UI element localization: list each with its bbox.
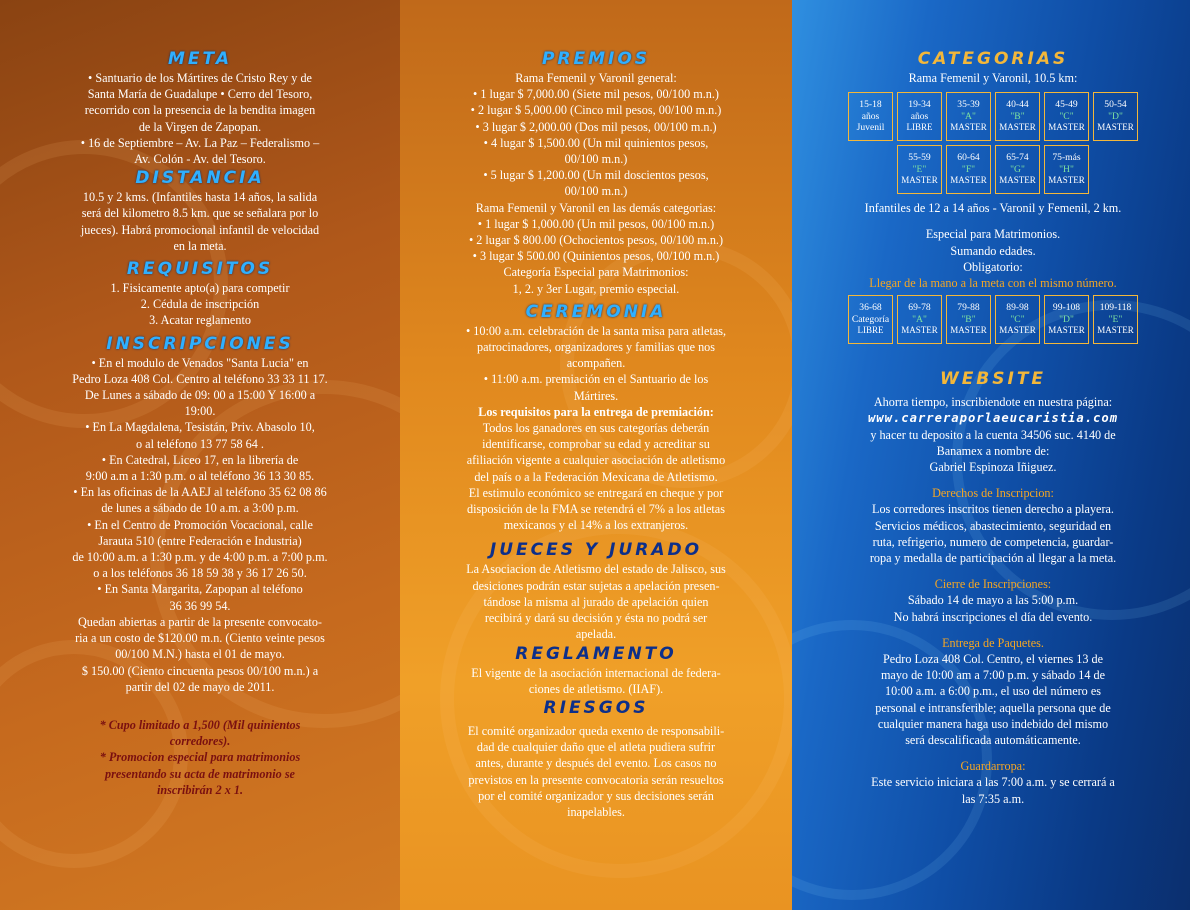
cell-type: MASTER [950, 122, 987, 133]
category-grid-row3 [812, 295, 1174, 344]
note-line: * Cupo limitado a 1,500 (Mil quinientos [99, 717, 301, 732]
riesgos-line: El comité organizador queda exento de responsabili- [467, 723, 725, 738]
reglamento-line: ciones de atletismo. (IIAF). [528, 681, 664, 696]
category-cell [848, 295, 893, 344]
cell-range: 45-49 [1055, 99, 1078, 111]
web-line: Ahorra tiempo, inscribiendote en nuestra página: [873, 395, 1113, 410]
note-line: corredores). [169, 734, 231, 749]
premios-line: • 4 lugar $ 1,500.00 (Un mil quinientos pesos, [483, 135, 709, 150]
column-left [18, 48, 382, 798]
requisitos-premiacion-line: mexicanos y el 14% a los extranjeros. [503, 518, 689, 533]
spacer [812, 348, 1174, 368]
reglamento-line: El vigente de la asociación internacional de federa- [471, 665, 721, 680]
ceremonia-line: • 11:00 a.m. premiación en el Santuario de los [483, 372, 709, 387]
category-grid-row2 [812, 145, 1174, 194]
premios-line: • 5 lugar $ 1,200.00 (Un mil doscientos pesos, [483, 168, 709, 183]
cell-letter: "C" [1059, 110, 1074, 122]
inscripciones-line: Quedan abiertas a partir de la presente convocato- [78, 614, 322, 629]
derechos-line: Los corredores inscritos tienen derecho a playera. [872, 502, 1114, 517]
spacer [812, 625, 1174, 635]
cell-letter: "E" [1108, 313, 1123, 325]
entrega-line: 10:00 a.m. a 6:00 p.m., el uso del número es [885, 684, 1101, 699]
cell-range: 69-78 [908, 302, 931, 314]
guardarropa-line: Este servicio iniciara a las 7:00 a.m. y se cerrará a [871, 775, 1115, 790]
section-title-distancia: DISTANCIA [135, 168, 265, 189]
cell-letter: "F" [961, 163, 976, 175]
meta-line: • Santuario de los Mártires de Cristo Rey y de [88, 71, 312, 85]
cell-letter: "D" [1059, 313, 1074, 325]
meta-line: Santa María de Guadalupe • Cerro del Tesoro, [87, 87, 313, 102]
category-cell [995, 145, 1040, 194]
cell-range: 50-54 [1104, 99, 1127, 111]
inscripciones-line: Jarauta 510 (entre Federación e Industria) [98, 533, 302, 548]
category-cell [995, 295, 1040, 344]
cell-type: MASTER [950, 325, 987, 336]
category-cell [946, 295, 991, 344]
cell-letter: "H" [1059, 163, 1074, 175]
ceremonia-line: • 10:00 a.m. celebración de la santa misa para atletas, [465, 323, 727, 338]
category-cell [946, 145, 991, 194]
ceremonia-line: patrocinadores, organizadores y familias que nos [476, 340, 716, 355]
jueces-line: recibirá y dará su decisión y ésta no podrá ser [484, 611, 708, 626]
web-line: Gabriel Espinoza Iñiguez. [929, 460, 1057, 475]
inscripciones-line: de lunes a sábado de 10 a.m. a 3:00 p.m. [101, 501, 299, 516]
cell-letter: "B" [961, 313, 976, 325]
column-middle [416, 48, 776, 820]
section-title-inscripciones: INSCRIPCIONES [106, 333, 294, 354]
premios2-head: Rama Femenil y Varonil en las demás categorias: [475, 200, 717, 215]
inscripciones-line: o al teléfono 13 77 58 64 . [136, 436, 264, 451]
spacer [812, 475, 1174, 485]
derechos-line: Servicios médicos, abastecimiento, seguridad en [874, 518, 1112, 533]
inscripciones-line: Pedro Loza 408 Col. Centro al teléfono 33 33 11 17. [72, 371, 328, 386]
cell-range: 79-88 [957, 302, 980, 314]
section-title-premios: PREMIOS [541, 49, 651, 69]
cell-type: MASTER [999, 175, 1036, 186]
riesgos-line: inapelables. [567, 804, 625, 819]
categorias-head: Rama Femenil y Varonil, 10.5 km: [908, 71, 1078, 85]
cell-sub: años [861, 110, 880, 122]
cell-letter: "A" [961, 110, 976, 122]
meta-line: • 16 de Septiembre – Av. La Paz – Federalismo – [80, 135, 320, 150]
cell-range: 36-68 [859, 302, 882, 314]
section-title-riesgos: RIESGOS [543, 697, 649, 718]
inscripciones-line: • En el Centro de Promoción Vocacional, calle [87, 517, 313, 532]
ceremonia-line: acompañen. [566, 356, 626, 371]
meta-line: recorrido con la presencia de la bendita imagen [84, 103, 316, 118]
guardarropa-head: Guardarropa: [960, 759, 1026, 774]
cell-range: 109-118 [1099, 302, 1132, 314]
category-cell [1044, 295, 1089, 344]
note-line: inscribirán 2 x 1. [156, 782, 243, 797]
section-title-requisitos: REQUISITOS [126, 259, 274, 280]
inscripciones-line: $ 150.00 (Ciento cincuenta pesos 00/100 m.n.) a [81, 663, 319, 678]
cell-type: MASTER [1097, 325, 1134, 336]
premios-line: • 1 lugar $ 7,000.00 (Siete mil pesos, 00/100 m.n.) [473, 87, 719, 102]
section-title-website: WEBSITE [939, 369, 1047, 390]
derechos-line: ruta, refrigerio, numero de competencia, guardar- [872, 534, 1114, 549]
requisitos-premiacion-line: Todos los ganadores en sus categorías deberán [482, 421, 710, 436]
category-cell [1093, 92, 1138, 141]
inscripciones-line: 9:00 a.m a 1:30 p.m. o al teléfono 36 13 30 85. [85, 469, 315, 484]
panel-middle [400, 0, 792, 910]
cell-range: 15-18 [859, 99, 882, 111]
cell-type: MASTER [1048, 175, 1085, 186]
cell-type: MASTER [1097, 122, 1134, 133]
cell-type: MASTER [1048, 122, 1085, 133]
premios3-line: 1, 2. y 3er Lugar, premio especial. [512, 281, 680, 296]
inscripciones-line: • En La Magdalena, Tesistán, Priv. Abasolo 10, [85, 420, 315, 435]
cierre-head: Cierre de Inscripciones: [934, 577, 1052, 592]
spacer [812, 566, 1174, 576]
cell-range: 75-más [1052, 152, 1081, 164]
note-line: * Promocion especial para matrimonios [99, 750, 301, 765]
section-title-categorias: CATEGORIAS [917, 49, 1069, 69]
premios-line: • 2 lugar $ 5,000.00 (Cinco mil pesos, 00/100 m.n.) [470, 103, 722, 118]
category-cell [946, 92, 991, 141]
website-url-link[interactable]: www.carreraporlaeucaristia.com [867, 411, 1119, 426]
section-title-jueces: JUECES Y JURADO [489, 540, 703, 561]
premios-line: • 3 lugar $ 2,000.00 (Dos mil pesos, 00/100 m.n.) [475, 119, 717, 134]
premios2-line: • 3 lugar $ 500.00 (Quinientos pesos, 00/100 m.n.) [472, 249, 720, 264]
note-line: presentando su acta de matrimonio se [105, 766, 295, 781]
cell-range: 99-108 [1052, 302, 1081, 314]
spacer [18, 695, 382, 717]
cell-sub: Categoría [851, 313, 890, 325]
jueces-line: tándose la misma al jurado de apelación quien [483, 594, 709, 609]
cell-type: MASTER [999, 325, 1036, 336]
panel-left [0, 0, 400, 910]
cell-type: MASTER [901, 175, 938, 186]
inscripciones-line: 19:00. [184, 404, 216, 419]
cell-letter: "G" [1010, 163, 1025, 175]
cell-letter: "A" [912, 313, 927, 325]
category-cell [1044, 145, 1089, 194]
cell-type: MASTER [901, 325, 938, 336]
premios3-head: Categoría Especial para Matrimonios: [503, 265, 689, 280]
requisitos-premiacion-line: afiliación vigente a cualquier asociación de atletismo [466, 453, 726, 468]
inscripciones-line: • En el modulo de Venados "Santa Lucia" en [91, 355, 309, 370]
column-right [812, 48, 1174, 807]
guardarropa-line: las 7:35 a.m. [961, 791, 1025, 806]
riesgos-line: antes, durante y después del evento. Los casos no [475, 756, 717, 771]
requisitos-premiacion-line: El estimulo económico se entregará en cheque y por [468, 485, 724, 500]
requisitos-line: 2. Cédula de inscripción [140, 297, 260, 312]
spacer [812, 748, 1174, 758]
meta-line: de la Virgen de Zapopan. [138, 119, 262, 134]
web-line: Banamex a nombre de: [936, 443, 1050, 458]
category-cell [897, 145, 942, 194]
jueces-line: La Asociacion de Atletismo del estado de Jalisco, sus [466, 562, 726, 577]
premios-head: Rama Femenil y Varonil general: [515, 71, 677, 85]
requisitos-premiacion-line: identificarse, comprobar su edad y acreditar su [482, 437, 710, 452]
llegar-line: Llegar de la mano a la meta con el mismo número. [869, 276, 1117, 291]
inscripciones-line: • En Catedral, Liceo 17, en la librería de [101, 452, 299, 467]
cell-type: MASTER [1048, 325, 1085, 336]
inscripciones-line: • En Santa Margarita, Zapopan al teléfono [97, 582, 303, 597]
cell-letter: Juvenil [856, 122, 885, 134]
riesgos-line: previstos en la presente convocatoria serán resueltos [468, 772, 724, 787]
cell-range: 60-64 [957, 152, 980, 164]
requisitos-premiacion-head: Los requisitos para la entrega de premiación: [478, 404, 714, 419]
especial-line: Especial para Matrimonios. [925, 227, 1061, 242]
panel-right [792, 0, 1190, 910]
category-cell [1093, 295, 1138, 344]
inscripciones-line: partir del 02 de mayo de 2011. [125, 679, 275, 694]
section-title-reglamento: REGLAMENTO [515, 643, 677, 664]
premios-line: 00/100 m.n.) [564, 152, 628, 167]
distancia-line: será del kilometro 8.5 km. que se señalara por lo [81, 206, 319, 221]
requisitos-line: 1. Fisicamente apto(a) para competir [110, 281, 290, 296]
cell-letter: "B" [1010, 110, 1025, 122]
cell-letter: "C" [1010, 313, 1025, 325]
cell-sub: años [910, 110, 929, 122]
infantiles-line: Infantiles de 12 a 14 años - Varonil y Femenil, 2 km. [864, 201, 1122, 216]
cell-range: 19-34 [908, 99, 931, 111]
cierre-line: No habrá inscripciones el día del evento. [893, 609, 1093, 624]
especial-line: Obligatorio: [963, 259, 1023, 274]
entrega-line: personal e intransferible; aquella persona que de [875, 700, 1111, 715]
requisitos-premiacion-line: disposición de la FMA se retendrá el 7% a los atletas [467, 502, 725, 517]
entrega-line: mayo de 10:00 am a 7:00 p.m. y sábado 14 de [880, 668, 1106, 683]
cell-letter: "D" [1108, 110, 1123, 122]
cell-range: 89-98 [1006, 302, 1029, 314]
distancia-line: 10.5 y 2 kms. (Infantiles hasta 14 años, la salida [82, 190, 318, 205]
premios2-line: • 2 lugar $ 800.00 (Ochocientos pesos, 00/100 m.n.) [468, 233, 724, 248]
derechos-line: ropa y medalla de participación al llegar a la meta. [869, 551, 1117, 566]
inscripciones-line: de 10:00 a.m. a 1:30 p.m. y de 4:00 p.m. a 7:00 p.m. [72, 550, 328, 565]
meta-line: Av. Colón - Av. del Tesoro. [134, 152, 266, 167]
distancia-line: jueces). Habrá promocional infantil de velocidad [80, 222, 320, 237]
premios2-line: • 1 lugar $ 1,000.00 (Un mil pesos, 00/100 m.n.) [477, 216, 715, 231]
riesgos-line: dad de cualquier daño que el atleta pudiera sufrir [476, 740, 716, 755]
cell-letter: "E" [912, 163, 927, 175]
inscripciones-line: o a los teléfonos 36 18 59 38 y 36 17 26 50. [93, 566, 307, 581]
inscripciones-line: 00/100 M.N.) hasta el 01 de mayo. [115, 647, 285, 662]
entrega-line: será descalificada automáticamente. [905, 733, 1081, 748]
jueces-line: desiciones podrán estar sujetas a apelación presen- [472, 578, 720, 593]
section-title-meta: META [168, 49, 232, 69]
cell-type: MASTER [950, 175, 987, 186]
category-cell [897, 92, 942, 141]
spacer [812, 216, 1174, 226]
category-cell [1044, 92, 1089, 141]
cell-type: MASTER [999, 122, 1036, 133]
cell-range: 40-44 [1006, 99, 1029, 111]
entrega-line: Pedro Loza 408 Col. Centro, el viernes 13 de [883, 652, 1103, 667]
distancia-line: en la meta. [173, 238, 227, 253]
cell-range: 65-74 [1006, 152, 1029, 164]
section-title-ceremonia: CEREMONIA [525, 301, 667, 322]
entrega-line: cualquier manera haga uso indebido del mismo [877, 716, 1109, 731]
derechos-head: Derechos de Inscripcion: [932, 486, 1054, 501]
cierre-line: Sábado 14 de mayo a las 5:00 p.m. [907, 593, 1079, 608]
inscripciones-line: ria a un costo de $120.00 m.n. (Ciento veinte pesos [75, 631, 325, 646]
jueces-line: apelada. [575, 627, 617, 642]
premios-line: 00/100 m.n.) [564, 184, 628, 199]
cell-range: 35-39 [957, 99, 980, 111]
ceremonia-line: Mártires. [573, 388, 619, 403]
cell-range: 55-59 [908, 152, 931, 164]
category-cell [848, 92, 893, 141]
category-grid-row1 [812, 92, 1174, 141]
web-line: y hacer tu deposito a la cuenta 34506 suc. 4140 de [870, 427, 1116, 442]
category-cell [995, 92, 1040, 141]
inscripciones-line: 36 36 99 54. [169, 598, 231, 613]
inscripciones-line: De Lunes a sábado de 09: 00 a 15:00 Y 16:00 a [84, 388, 316, 403]
especial-line: Sumando edades. [950, 243, 1036, 258]
requisitos-premiacion-line: del país o a la Federación Mexicana de Atletismo. [474, 469, 718, 484]
entrega-head: Entrega de Paquetes. [942, 635, 1044, 650]
category-cell [897, 295, 942, 344]
riesgos-line: por el comité organizador y sus decisiones serán [478, 788, 714, 803]
cell-type: LIBRE [906, 122, 933, 133]
inscripciones-line: • En las oficinas de la AAEJ al teléfono 35 62 08 86 [73, 485, 327, 500]
requisitos-line: 3. Acatar reglamento [149, 313, 251, 328]
cell-type: LIBRE [857, 325, 884, 336]
